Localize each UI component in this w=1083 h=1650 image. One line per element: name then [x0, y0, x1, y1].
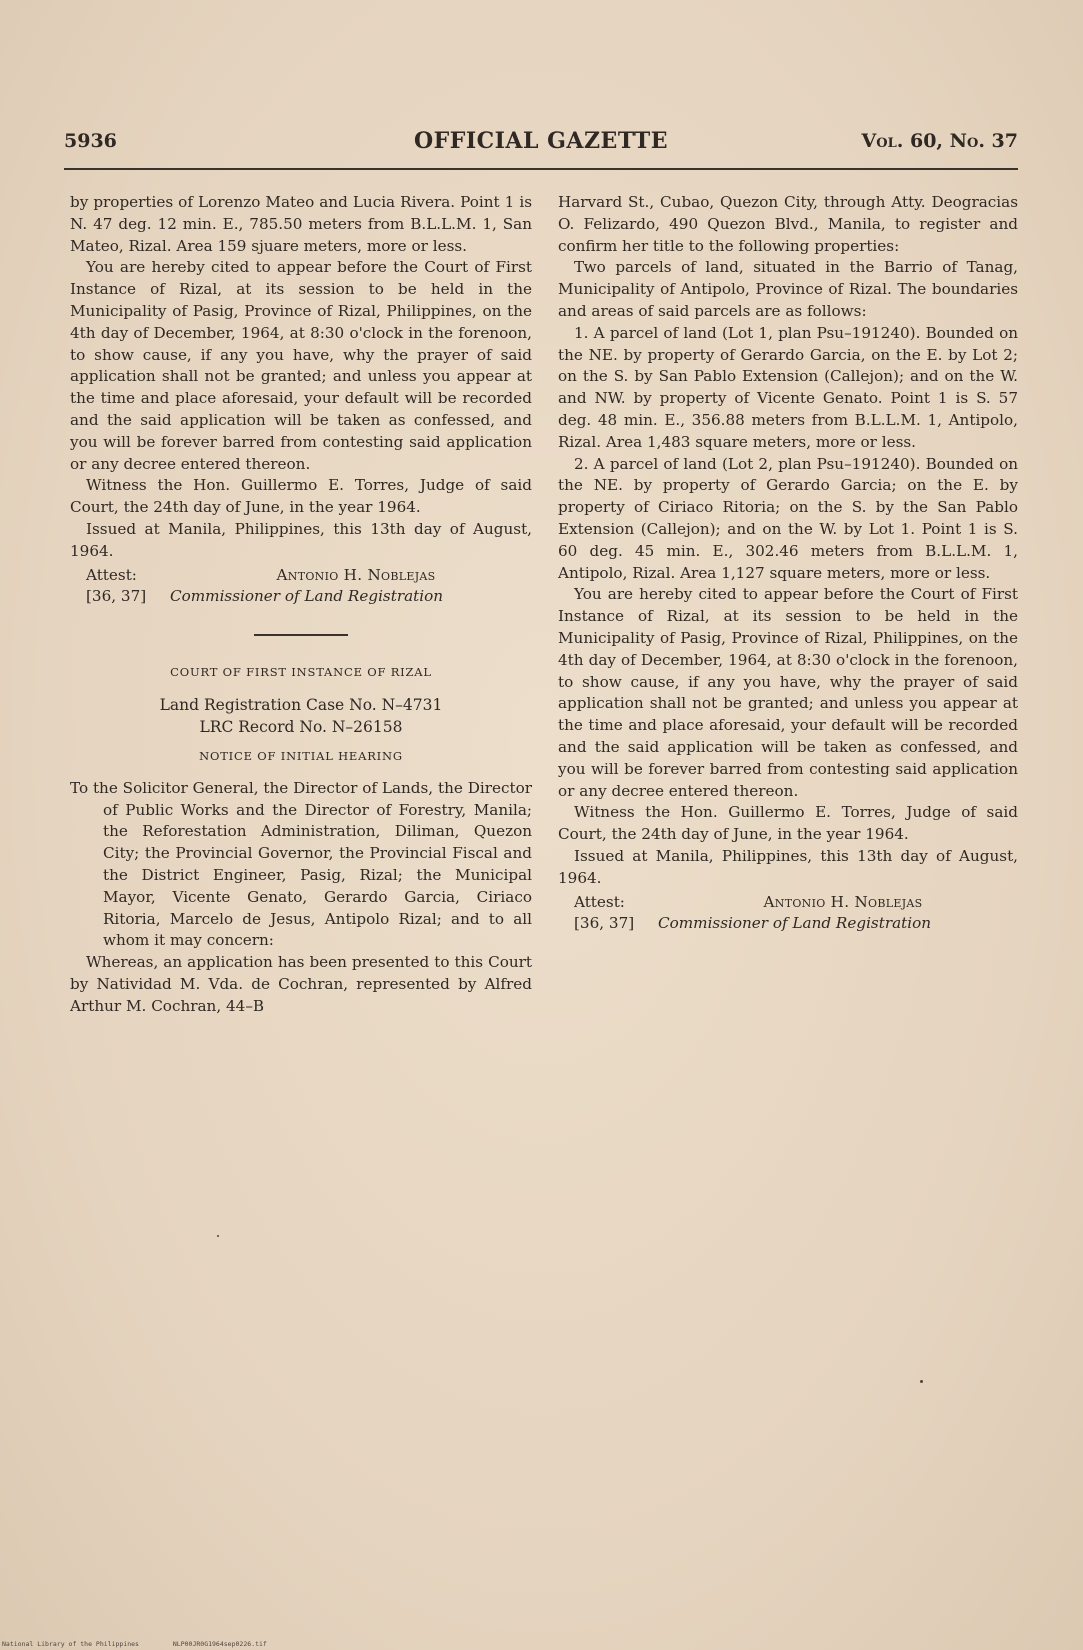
right-column	[558, 192, 1018, 935]
reference-number: [36, 37]	[574, 914, 635, 933]
paragraph: Witness the Hon. Guillermo E. Torres, Judge of said Court, the 24th day of June, in the year 1964.	[70, 476, 532, 517]
attest-label: Attest:	[574, 892, 625, 911]
file-name: NLP00JR0G1964sep0226.tif	[172, 1640, 267, 1648]
attest-title: Commissioner of Land Registration	[170, 587, 444, 606]
case-info	[70, 694, 532, 738]
lrc-record: LRC Record No. N–26158	[199, 717, 403, 736]
attest-name: Antonio H. Noblejas	[763, 892, 923, 911]
court-heading: COURT OF FIRST INSTANCE OF RIZAL	[170, 665, 432, 680]
page-number: 5936	[64, 130, 117, 152]
paragraph: Harvard St., Cubao, Quezon City, through Atty. Deogracias O. Felizardo, 490 Quezon Blvd., Manila, to register and confirm her title to the following properties:	[558, 193, 1018, 255]
paragraph: You are hereby cited to appear before the Court of First Instance of Rizal, at its session to be held in the Municipality of Pasig, Province of Rizal, Philippines, on the 4th day of December, 1964, at 8:30 o'clock in the forenoon, to show cause, if any you have, why the prayer of said application shall not be granted; and unless you appear at the time and place aforesaid, your default will be recorded and the said application will be taken as confessed, and you will be forever barred from contesting said application or any decree entered thereon.	[558, 585, 1018, 800]
paragraph: by properties of Lorenzo Mateo and Lucia Rivera. Point 1 is N. 47 deg. 12 min. E., 785.50 meters from B.L.L.M. 1, San Mateo, Rizal. Area 159 sjuare meters, more or less.	[70, 193, 532, 255]
scan-footer	[2, 1640, 297, 1648]
paper-speck	[217, 1235, 219, 1237]
case-number: Land Registration Case No. N–4731	[159, 695, 443, 714]
paragraph: Issued at Manila, Philippines, this 13th day of August, 1964.	[558, 846, 1018, 887]
paragraph: 2. A parcel of land (Lot 2, plan Psu–191240). Bounded on the NE. by property of Gerardo Garcia; on the E. by property of Ciriaco Ritoria; on the S. by the San Pablo Extension (Callejon); and on the W. by Lot 1. Point 1 is S. 60 deg. 45 min. E., 302.46 meters from B.L.L.M. 1, Antipolo, Rizal. Area 1,127 square meters, more or less.	[558, 454, 1018, 582]
attestation-block	[86, 565, 532, 609]
paper-speck	[920, 1380, 923, 1383]
paragraph: Issued at Manila, Philippines, this 13th day of August, 1964.	[70, 519, 532, 560]
library-name: National Library of the Philippines	[2, 1640, 139, 1648]
page-header	[64, 128, 1018, 162]
paragraph: Two parcels of land, situated in the Barrio of Tanag, Municipality of Antipolo, Province of Rizal. The boundaries and areas of said parcels are as follows:	[558, 258, 1018, 320]
paragraph: 1. A parcel of land (Lot 1, plan Psu–191240). Bounded on the NE. by property of Gerardo Garcia, on the E. by Lot 2; on the S. by San Pablo Extension (Callejon); and on the W. and NW. by property of Vicente Genato. Point 1 is S. 57 deg. 48 min. E., 356.88 meters from B.L.L.M. 1, Antipolo, Rizal. Area 1,483 square meters, more or less.	[558, 323, 1018, 451]
publication-title: OFFICIAL GAZETTE	[413, 128, 669, 154]
left-column	[70, 192, 532, 1018]
reference-number: [36, 37]	[86, 587, 147, 606]
attest-name: Antonio H. Noblejas	[276, 565, 436, 584]
attestation-block	[574, 892, 1018, 936]
paragraph: You are hereby cited to appear before the Court of First Instance of Rizal, at its session to be held in the Municipality of Pasig, Province of Rizal, Philippines, on the 4th day of December, 1964, at 8:30 o'clock in the forenoon, to show cause, if any you have, why the prayer of said application shall not be granted; and unless you appear at the time and place aforesaid, your default will be recorded and the said application will be taken as confessed, and you will be forever barred from contesting said application or any decree entered thereon.	[70, 258, 532, 473]
paragraph: Witness the Hon. Guillermo E. Torres, Judge of said Court, the 24th day of June, in the year 1964.	[558, 803, 1018, 844]
attest-title: Commissioner of Land Registration	[658, 914, 932, 933]
attest-label: Attest:	[86, 565, 137, 584]
section-divider	[254, 634, 348, 636]
paragraph: Whereas, an application has been presented to this Court by Natividad M. Vda. de Cochran, represented by Alfred Arthur M. Cochran, 44–B	[70, 953, 532, 1015]
notice-heading: NOTICE OF INITIAL HEARING	[199, 748, 403, 763]
address-paragraph: To the Solicitor General, the Director of Lands, the Director of Public Works and the Director of Forestry, Manila; the Reforestation Administration, Diliman, Quezon City; the Provincial Governor, the Provincial Fiscal and the District Engineer, Pasig, Rizal; the Municipal Mayor, Vicente Genato, Gerardo Garcia, Ciriaco Ritoria, Marcelo de Jesus, Antipolo Rizal; and to all whom it may concern:	[70, 778, 532, 950]
volume-number: Vol. 60, No. 37	[861, 130, 1018, 152]
header-rule	[64, 168, 1018, 170]
